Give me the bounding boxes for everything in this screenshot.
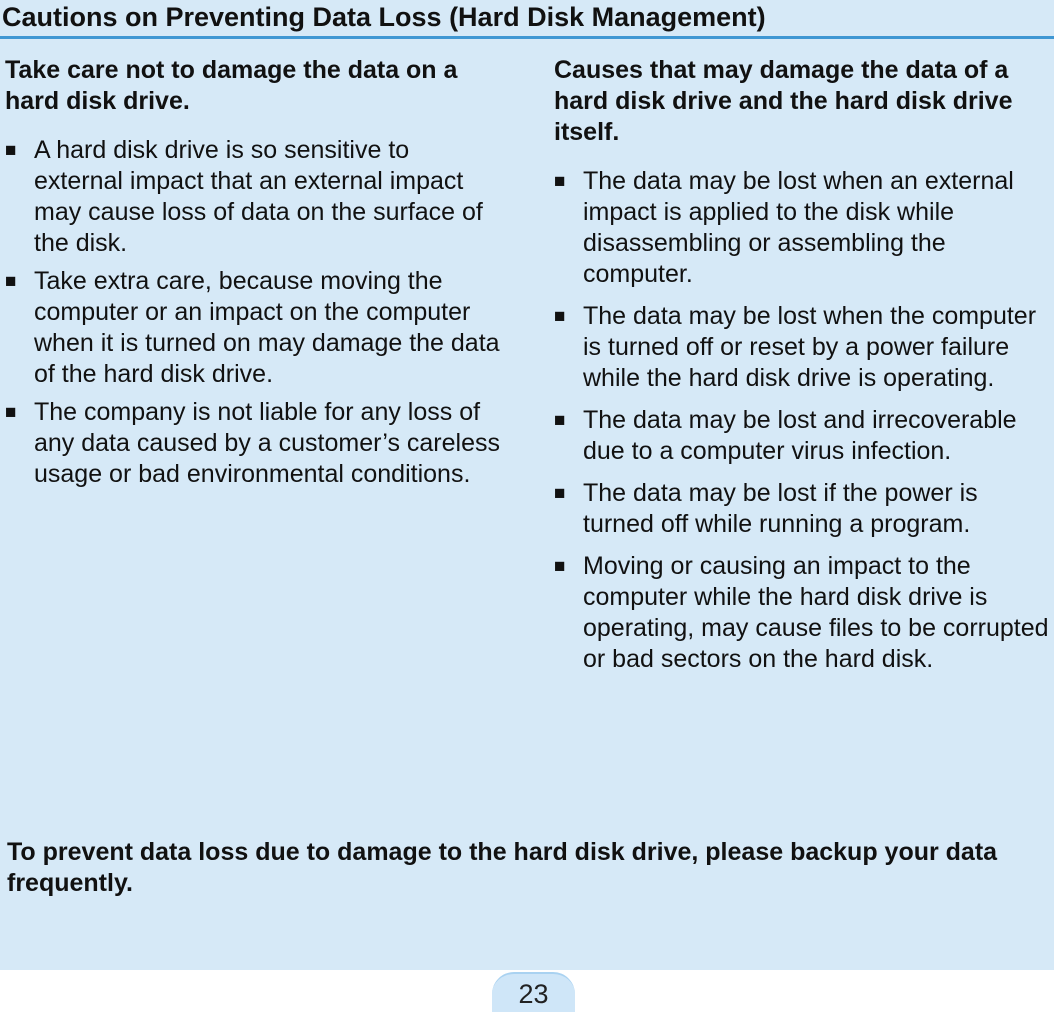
right-column [554, 55, 1054, 686]
list-item-text: The company is not liable for any loss of any data caused by a customer’s careless usage or bad environmental conditions. [34, 398, 500, 488]
bullet-square-icon: ■ [554, 410, 566, 431]
title-bar [0, 0, 1054, 39]
list-item-text: A hard disk drive is so sensitive to external impact that an external impact may cause loss of data on the surface of the disk. [34, 136, 483, 257]
list-item [5, 397, 500, 490]
bullet-square-icon: ■ [554, 171, 566, 192]
left-column [5, 55, 500, 497]
content-panel [0, 39, 1054, 970]
bullet-square-icon: ■ [5, 271, 17, 292]
list-item-text: The data may be lost when the computer is turned off or reset by a power failure while the hard disk drive is operating. [583, 302, 1037, 392]
page-title: Cautions on Preventing Data Loss (Hard Disk Management) [2, 2, 766, 32]
backup-reminder-note: To prevent data loss due to damage to the hard disk drive, please backup your data frequently. [7, 838, 998, 897]
list-item [554, 166, 1054, 290]
list-item-text: The data may be lost when an external impact is applied to the disk while disassembling or assembling the computer. [583, 167, 1014, 288]
list-item [5, 266, 500, 390]
left-bullet-list [5, 135, 500, 490]
page-number-tab [492, 972, 575, 1012]
bullet-square-icon: ■ [5, 402, 17, 423]
list-item [554, 478, 1054, 540]
list-item-text: Moving or causing an impact to the computer while the hard disk drive is operating, may cause files to be corrupted or bad sectors on the hard disk. [583, 552, 1049, 673]
list-item [554, 301, 1054, 394]
right-column-heading: Causes that may damage the data of a hard disk drive and the hard disk drive itself. [554, 56, 1013, 146]
list-item [554, 551, 1054, 675]
bullet-square-icon: ■ [5, 140, 17, 161]
bullet-square-icon: ■ [554, 556, 566, 577]
list-item [5, 135, 500, 259]
bullet-square-icon: ■ [554, 483, 566, 504]
list-item-text: The data may be lost if the power is turned off while running a program. [583, 479, 978, 538]
list-item [554, 405, 1054, 467]
list-item-text: The data may be lost and irrecoverable due to a computer virus infection. [583, 406, 1017, 465]
page-number: 23 [518, 979, 549, 1009]
list-item-text: Take extra care, because moving the computer or an impact on the computer when it is turned on may damage the data of the hard disk drive. [34, 267, 500, 388]
bullet-square-icon: ■ [554, 306, 566, 327]
left-column-heading: Take care not to damage the data on a hard disk drive. [5, 56, 458, 115]
right-bullet-list [554, 166, 1054, 675]
